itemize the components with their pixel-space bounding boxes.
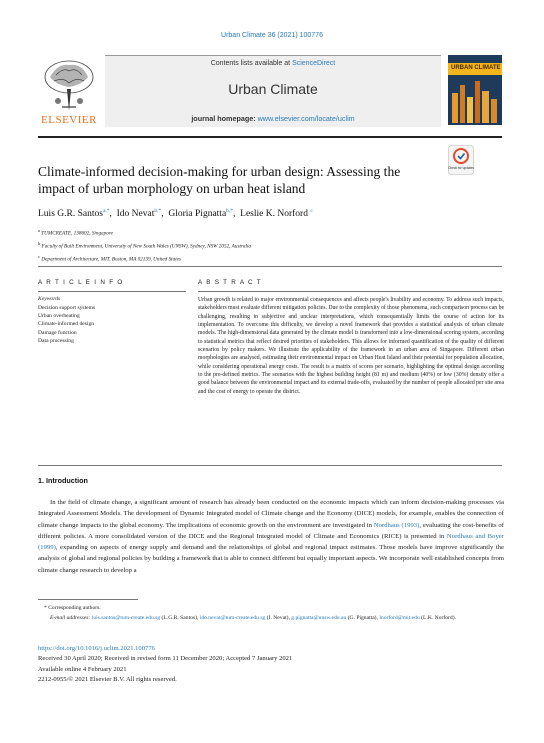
author-name[interactable]: Gloria Pignatta bbox=[168, 209, 227, 220]
email-label: E-mail addresses: bbox=[50, 614, 91, 621]
elsevier-wordmark: ELSEVIER bbox=[41, 114, 97, 126]
keywords-title: Keywords bbox=[38, 296, 61, 302]
header-divider bbox=[105, 55, 441, 56]
affiliation-text: Department of Architecture, MIT, Boston, MA 02139, United States bbox=[41, 257, 181, 264]
keyword: Data processing bbox=[38, 337, 74, 344]
article-info-heading: A R T I C L E I N F O bbox=[38, 279, 124, 286]
introduction-paragraph bbox=[38, 497, 504, 576]
email-link[interactable]: lnorford@mit.edu bbox=[379, 614, 420, 621]
author-name[interactable]: Luis G.R. Santos bbox=[38, 209, 103, 220]
email-link[interactable]: ido.nevat@tum-create.edu.sg bbox=[199, 614, 266, 621]
author-sup[interactable]: a,* bbox=[102, 208, 110, 214]
contents-line bbox=[105, 60, 441, 67]
author-list: Luis G.R. Santos$^{a,*}$, Ido Nevat$^{b,*}$, Gloria Pignatta$^{b,*}$, Leslie K. Norford $^c$ bbox=[38, 208, 313, 220]
affiliation-text: Faculty of Built Environment, University of New South Wales (UNSW), Sydney, NSW 2052, Australia bbox=[41, 243, 251, 250]
keyword: Urban overheating bbox=[38, 313, 80, 320]
city-skyline-icon bbox=[448, 55, 502, 125]
contents-prefix: Contents lists available at bbox=[210, 60, 293, 67]
email-addresses bbox=[38, 614, 504, 624]
check-updates-label: Check for updates bbox=[448, 166, 474, 170]
author-sup[interactable]: c bbox=[310, 208, 313, 214]
header-rule bbox=[38, 136, 502, 138]
check-updates-icon bbox=[448, 145, 474, 175]
affiliation-sup: a bbox=[38, 228, 40, 233]
affiliation-sup: c bbox=[38, 254, 40, 260]
keyword: Climate-informed design bbox=[38, 321, 95, 328]
affiliation-text: TUMCREATE, 138602, Singapore bbox=[41, 230, 113, 237]
author-sup[interactable]: b,* bbox=[154, 208, 162, 214]
section-heading: 1. Introduction bbox=[38, 476, 88, 485]
journal-reference[interactable]: Urban Climate 36 (2021) 100776 bbox=[221, 32, 323, 39]
email-link[interactable]: luis.santos@tum-create.edu.sg bbox=[91, 614, 161, 621]
citation-link[interactable]: Nordhaus (1993) bbox=[373, 521, 420, 529]
author-name[interactable]: Ido Nevat bbox=[116, 209, 155, 220]
journal-name: Urban Climate bbox=[228, 81, 318, 97]
email-link[interactable]: g.pignatta@unsw.edu.au bbox=[291, 614, 347, 621]
intro-text: , expanding on aspects of energy supply and demand and the relationships of global and regional impact estimates. Those models have improve significantly the analysis of global and regional policies by building a framework that is able to connect different but equally important aspects. We incorporate well established concepts from climate change research to develop a bbox=[38, 544, 504, 574]
abstract-text: Urban growth is related to major environmental consequences and affects people's livability and economy. To address such impacts, stakeholders must evaluate different mitigation policies. Due to the complexity of those phenomena, such comparison process can be challenging, resulting in subjective and unclear interpretations, which consequentially limits the course of action for its implementation. To overcome this difficulty, we develop a novel framework that provides a statistical analysis of urban climate models. The high-dimensional data generated by the climate model is transformed into a low-dimensional scoring system, according to statistical metrics that reflect desired priorities of stakeholders. This allows for informed quantification of the quality of different scenarios by policy makers. We illustrate the applicability of the framework in an urban area of Singapore. Different urban morphologies are analysed, estimating their environmental impact on Urban Heat Island and their potential for population allocation, while considering operational energy costs. The result is a matrix of scores per scenario, highlighting the optimal design according to the pre-defined metrics. The scenarios with the highest building height (81 m) and medium (40%) or low (30%) density offer a good balance between the environmental impact and its external trade-offs, evaluated by the number of people allocated per site area and the cost of energy to operate the district. bbox=[198, 297, 504, 395]
article-title: Climate-informed decision-making for urban design: Assessing the impact of urban morphology on urban heat island bbox=[38, 164, 401, 196]
abstract-heading: A B S T R A C T bbox=[198, 279, 262, 286]
journal-cover[interactable] bbox=[448, 55, 502, 125]
keyword: Damage function bbox=[38, 329, 77, 336]
received-dates: Received 30 April 2020; Received in revised form 11 December 2020; Accepted 7 January 2021 bbox=[38, 655, 293, 663]
tree-icon bbox=[38, 55, 100, 113]
keyword: Decision support systems bbox=[38, 305, 96, 311]
copyright: 2212-0955/© 2021 Elsevier B.V. All rights reserved. bbox=[38, 676, 177, 684]
homepage-label: journal homepage: bbox=[191, 114, 258, 123]
keywords-list bbox=[38, 304, 186, 345]
citation-link[interactable]: Nordhaus and Boyer (1999) bbox=[38, 532, 504, 552]
doi-link[interactable]: https://doi.org/10.1016/j.uclim.2021.100776 bbox=[38, 645, 155, 652]
intro-text: In the field of climate change, a significant amount of research has already been conducted on the economic impacts which can inform decision-making processes via Integrated Assessment Models. The development of Dynamic Integrated model of Climate change and the Economy (DICE) models, for example, enables the connection of climate change impacts to the global economy. The implications of economic growth on the environment are investigated in bbox=[38, 499, 504, 529]
footnote-divider bbox=[38, 599, 138, 600]
article-info-divider bbox=[38, 291, 186, 292]
available-date: Available online 4 February 2021 bbox=[38, 665, 127, 673]
section-divider bbox=[38, 266, 502, 267]
affiliation bbox=[38, 226, 502, 239]
check-for-updates-badge[interactable] bbox=[448, 145, 474, 175]
affiliation bbox=[38, 252, 502, 265]
affiliation bbox=[38, 239, 502, 252]
journal-homepage bbox=[105, 114, 441, 123]
intro-text: , evaluating the cost-benefits of different policies. A more consolidated version of the DICE and the Regional Integrated model of Climate and Economics (RICE) is presented in bbox=[38, 521, 505, 540]
corresponding-note: * Corresponding authors. bbox=[44, 605, 101, 611]
publication-info bbox=[38, 644, 504, 686]
homepage-link[interactable]: www.elsevier.com/locate/uclim bbox=[257, 114, 355, 123]
email-owner: (I. Nevat), bbox=[265, 614, 292, 621]
email-owner: (L.K. Norford). bbox=[419, 614, 456, 621]
email-owner: (L.G.R. Santos), bbox=[160, 614, 200, 621]
cover-title: URBAN CLIMATE bbox=[451, 65, 501, 71]
author-name[interactable]: Leslie K. Norford bbox=[240, 209, 308, 220]
footnote bbox=[38, 604, 504, 623]
email-owner: (G. Pignatta), bbox=[346, 614, 380, 621]
affiliation-list bbox=[38, 226, 502, 266]
sciencedirect-link[interactable]: ScienceDirect bbox=[292, 60, 336, 67]
affiliation-sup: b bbox=[38, 241, 41, 247]
abstract-divider bbox=[198, 291, 502, 292]
author-sup[interactable]: b,* bbox=[226, 208, 234, 214]
body-divider bbox=[38, 465, 502, 466]
